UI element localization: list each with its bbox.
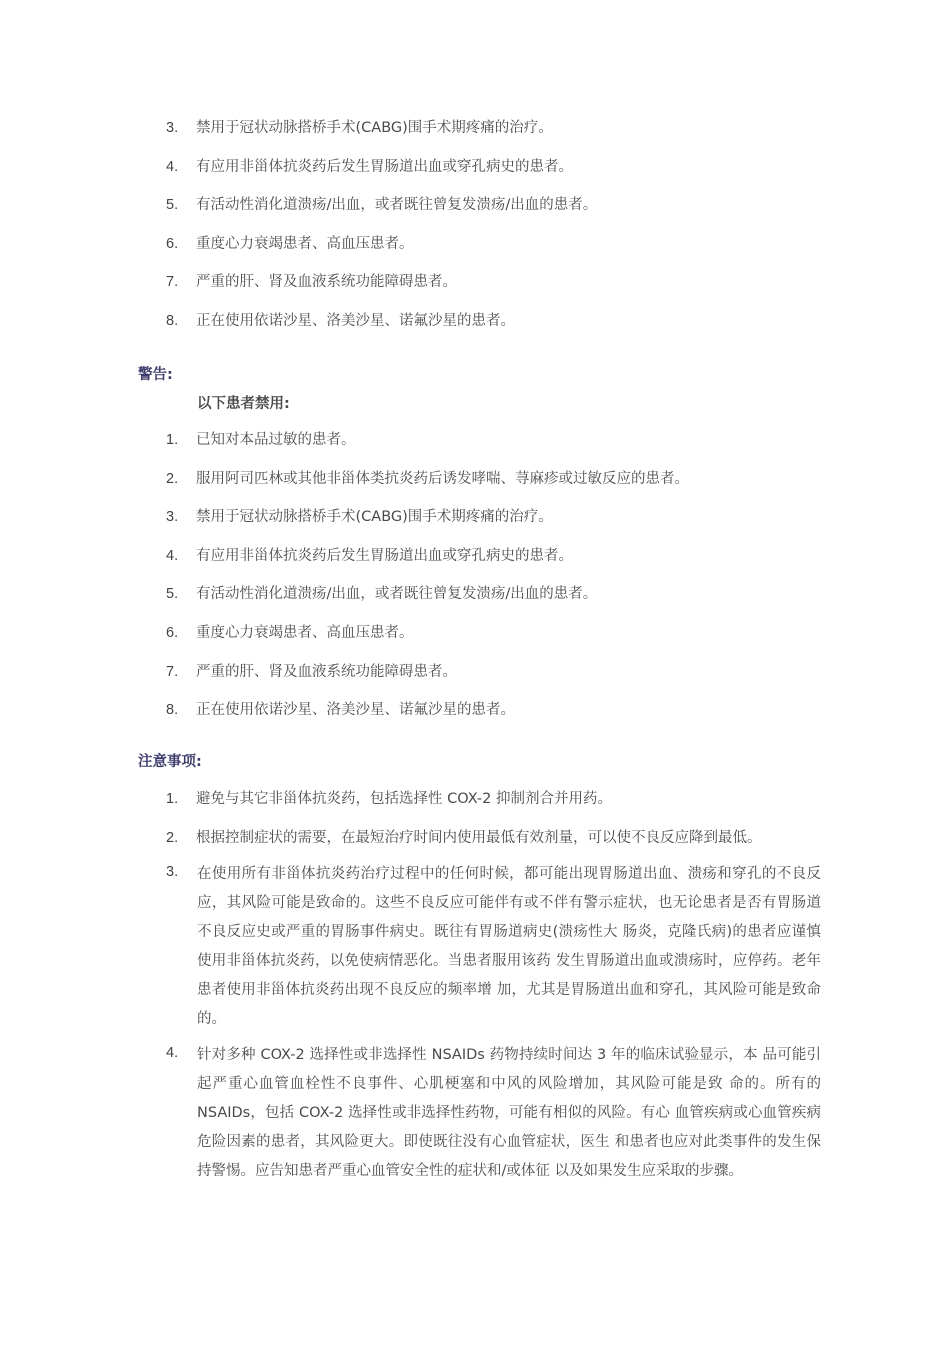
list-text: 禁用于冠状动脉搭桥手术(CABG)围手术期疼痛的治疗。 <box>196 120 553 136</box>
list-number: 3. <box>166 864 179 880</box>
list-text: 避免与其它非甾体抗炎药，包括选择性 COX-2 抑制剂合并用药。 <box>196 791 612 807</box>
list-number: 5. <box>166 586 179 603</box>
list-item <box>166 546 826 585</box>
list-number: 7. <box>166 274 179 291</box>
list-number: 6. <box>166 624 179 641</box>
list-item <box>166 662 826 701</box>
list-number: 8. <box>166 312 179 329</box>
precaution-paragraph-4 <box>166 1041 826 1186</box>
list-number: 6. <box>166 235 179 252</box>
list-number: 7. <box>166 663 179 680</box>
list-text: 服用阿司匹林或其他非甾体类抗炎药后诱发哮喘、荨麻疹或过敏反应的患者。 <box>196 470 689 487</box>
list-number: 2. <box>166 470 179 487</box>
list-number: 4. <box>166 1045 179 1061</box>
list-text: 已知对本品过敏的患者。 <box>196 432 356 448</box>
list-number: 1. <box>166 432 179 448</box>
list-text: 禁用于冠状动脉搭桥手术(CABG)围手术期疼痛的治疗。 <box>196 509 553 526</box>
list-item <box>166 272 826 311</box>
list-item <box>166 118 826 157</box>
precaution-paragraph-3 <box>166 860 826 1034</box>
list-item <box>166 789 826 828</box>
list-item <box>166 623 826 662</box>
list-text: 有活动性消化道溃疡/出血，或者既往曾复发溃疡/出血的患者。 <box>196 586 598 603</box>
list-item <box>166 311 826 350</box>
list-text: 正在使用依诺沙星、洛美沙星、诺氟沙星的患者。 <box>196 702 515 719</box>
list-item <box>166 469 826 508</box>
paragraph-text: 在使用所有非甾体抗炎药治疗过程中的任何时候，都可能出现胃肠道出血、溃疡和穿孔的不良反应，其风险可能是致命的。这些不良反应可能伴有或不伴有警示症状，也无论患者是否有胃肠道 不良反应史或严重的胃肠事件病史。既往有胃肠道病史(溃疡性大 肠炎，克隆氏病)的患者应谨慎使用非甾体抗炎药，以免使病情恶化。当患者服用该药 发生胃肠道出血或溃疡时，应停药。老年患者使用非甾体抗炎药出现不良反应的频率增 加，尤其是胃肠道出血和穿孔，其风险可能是致命的。 <box>197 866 821 1027</box>
list-text: 正在使用依诺沙星、洛美沙星、诺氟沙星的患者。 <box>196 312 515 329</box>
list-item <box>166 195 826 234</box>
list-number: 1. <box>166 791 179 807</box>
list-item <box>166 430 826 469</box>
list-number: 4. <box>166 547 179 564</box>
list-text: 根据控制症状的需要，在最短治疗时间内使用最低有效剂量，可以使不良反应降到最低。 <box>196 829 762 846</box>
warning-heading: 警告: <box>138 367 173 383</box>
list-text: 有应用非甾体抗炎药后发生胃肠道出血或穿孔病史的患者。 <box>196 158 573 175</box>
warning-subheading: 以下患者禁用: <box>197 396 290 412</box>
list-text: 严重的肝、肾及血液系统功能障碍患者。 <box>196 663 457 680</box>
list-number: 2. <box>166 829 179 846</box>
contraindication-list <box>166 118 826 350</box>
list-text: 有活动性消化道溃疡/出血，或者既往曾复发溃疡/出血的患者。 <box>196 197 598 214</box>
precautions-heading: 注意事项: <box>138 754 202 770</box>
paragraph-text: 针对多种 COX-2 选择性或非选择性 NSAIDs 药物持续时间达 3 年的临床试验显示，本 品可能引起严重心血管血栓性不良事件、心肌梗塞和中风的风险增加，其风险可能是致 命的。所有的 NSAIDs，包括 COX-2 选择性或非选择性药物，可能有相似的风险。有心 血管疾病或心血管疾病危险因素的患者，其风险更大。即使既往没有心血管症状，医生 和患者也应对此类事件的发生保持警惕。应告知患者严重心血管安全性的症状和/或体征 以及如果发生应采取的步骤。 <box>197 1047 821 1179</box>
list-item <box>166 700 826 739</box>
list-item <box>166 584 826 623</box>
list-number: 4. <box>166 158 179 175</box>
list-text: 有应用非甾体抗炎药后发生胃肠道出血或穿孔病史的患者。 <box>196 547 573 564</box>
list-item <box>166 157 826 196</box>
list-number: 3. <box>166 509 179 526</box>
list-item <box>166 234 826 273</box>
precautions-short-list <box>166 789 826 866</box>
list-number: 8. <box>166 702 179 719</box>
list-item <box>166 507 826 546</box>
list-text: 重度心力衰竭患者、高血压患者。 <box>196 624 414 641</box>
list-text: 重度心力衰竭患者、高血压患者。 <box>196 235 414 252</box>
warning-list <box>166 430 826 739</box>
list-number: 3. <box>166 120 179 136</box>
list-text: 严重的肝、肾及血液系统功能障碍患者。 <box>196 274 457 291</box>
list-number: 5. <box>166 197 179 214</box>
